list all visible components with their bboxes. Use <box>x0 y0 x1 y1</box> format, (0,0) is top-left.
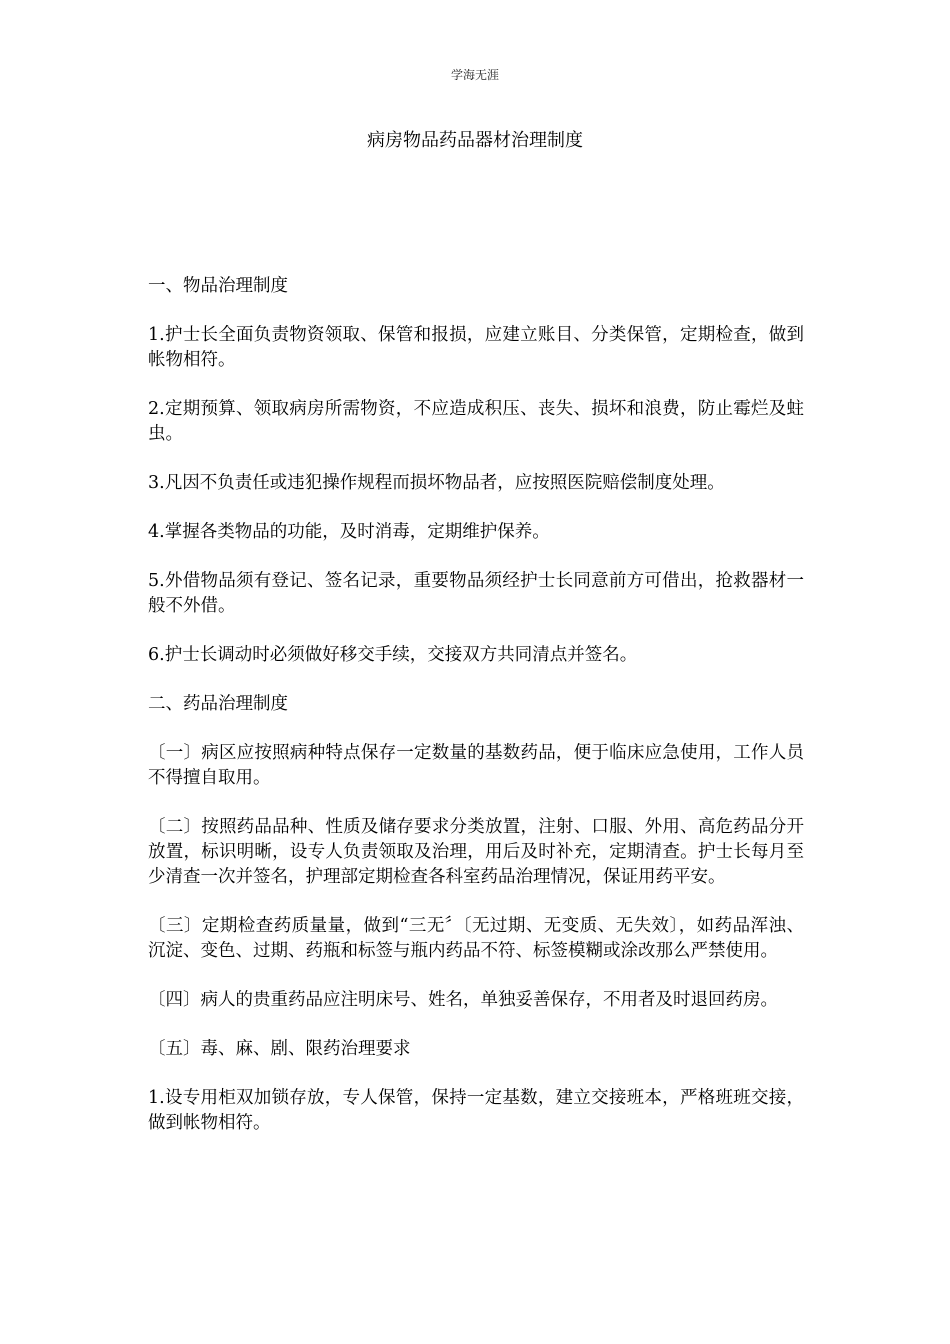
paragraph: 3.凡因不负责任或违犯操作规程而损坏物品者，应按照医院赔偿制度处理。 <box>148 473 725 493</box>
paragraph: 〔三〕定期检查药质量量，做到“三无〞〔无过期、无变质、无失效〕，如药品浑浊、沉淀、变色、过期、药瓶和标签与瓶内药品不符、标签模糊或涂改那么严禁使用。 <box>148 916 804 961</box>
paragraph: 1.护士长全面负责物资领取、保管和报损，应建立账目、分类保管，定期检查，做到帐物相符。 <box>148 325 804 370</box>
paragraph: 1.设专用柜双加锁存放，专人保管，保持一定基数，建立交接班本，严格班班交接，做到帐物相符。 <box>148 1088 804 1133</box>
document-body <box>148 274 804 1160</box>
paragraph: 〔四〕病人的贵重药品应注明床号、姓名，单独妥善保存，不用者及时退回药房。 <box>148 990 778 1010</box>
paragraph: 2.定期预算、领取病房所需物资，不应造成积压、丧失、损坏和浪费，防止霉烂及蛀虫。 <box>148 399 804 444</box>
paragraph: 4.掌握各类物品的功能，及时消毒，定期维护保养。 <box>148 522 550 542</box>
paragraph: 〔一〕病区应按照病种特点保存一定数量的基数药品，便于临床应急使用，工作人员不得擅自取用。 <box>148 743 804 788</box>
section-heading: 一、物品治理制度 <box>148 276 288 296</box>
subsection-heading: 〔五〕毒、麻、剧、限药治理要求 <box>148 1039 411 1059</box>
paragraph: 6.护士长调动时必须做好移交手续，交接双方共同清点并签名。 <box>148 645 638 665</box>
paragraph: 〔二〕按照药品品种、性质及储存要求分类放置，注射、口服、外用、高危药品分开放置，标识明晰，设专人负责领取及治理，用后及时补充，定期清查。护士长每月至少清查一次并签名，护理部定期检查各科室药品治理情况，保证用药平安。 <box>148 817 804 887</box>
paragraph: 5.外借物品须有登记、签名记录，重要物品须经护士长同意前方可借出，抢救器材一般不外借。 <box>148 571 804 616</box>
document-title: 病房物品药品器材治理制度 <box>367 130 583 151</box>
page-header: 学海无涯 <box>450 68 499 82</box>
section-heading: 二、药品治理制度 <box>148 694 288 714</box>
